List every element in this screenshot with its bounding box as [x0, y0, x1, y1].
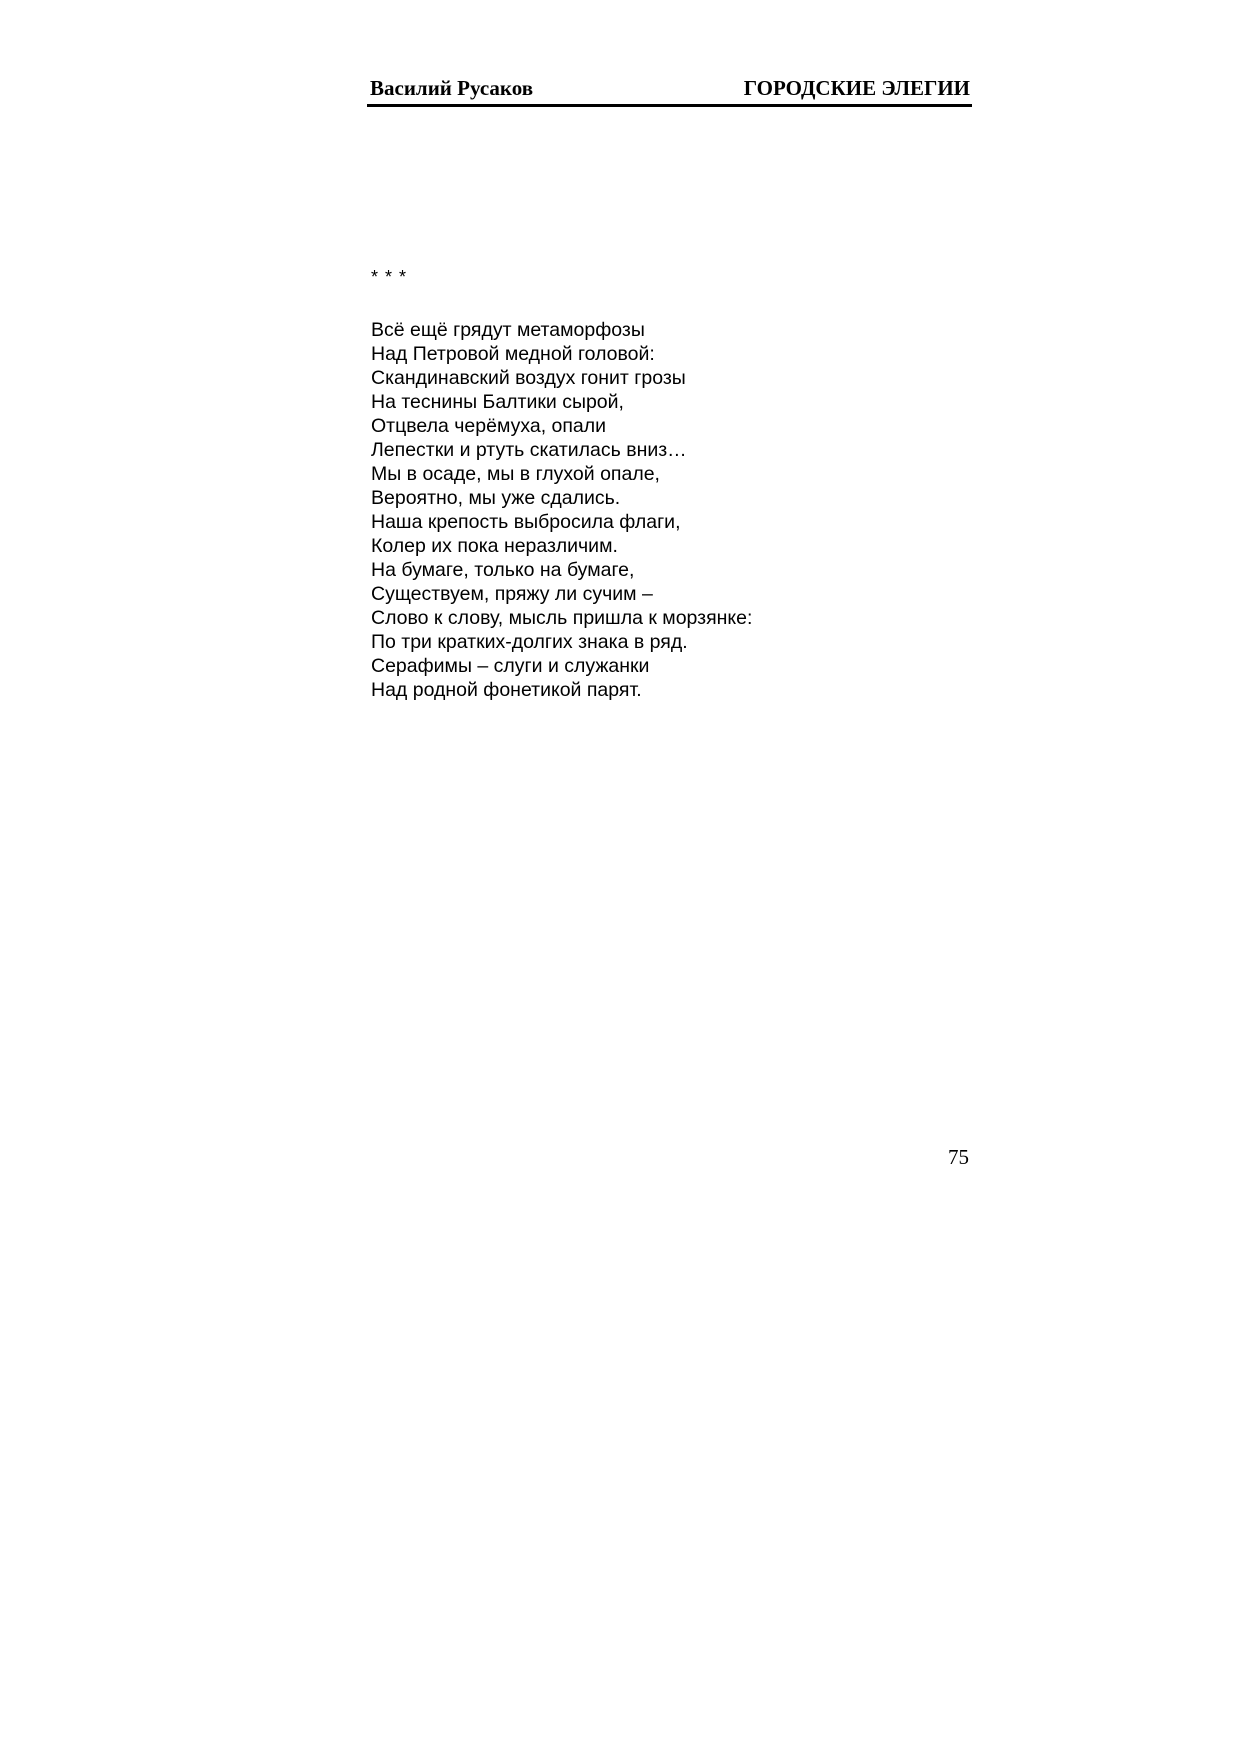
poem-asterism: * * * — [371, 267, 408, 287]
poem-line: Существуем, пряжу ли сучим – — [371, 583, 653, 605]
poem-line: Мы в осаде, мы в глухой опале, — [371, 463, 660, 485]
running-header — [367, 74, 972, 107]
poem-line: Над родной фонетикой парят. — [371, 679, 642, 701]
page-number: 75 — [948, 1145, 969, 1169]
poem-line: Серафимы – слуги и служанки — [371, 655, 650, 677]
poem-line: Всё ещё грядут метаморфозы — [371, 319, 645, 341]
poem-text — [371, 318, 931, 702]
poem-line: Отцвела черёмуха, опали — [371, 415, 607, 437]
poem-line: Скандинавский воздух гонит грозы — [371, 367, 686, 389]
poem-line: На бумаге, только на бумаге, — [371, 559, 635, 581]
poem-line: Над Петровой медной головой: — [371, 343, 655, 365]
poem-line: По три кратких-долгих знака в ряд. — [371, 631, 688, 653]
poem-line: Наша крепость выбросила флаги, — [371, 511, 681, 533]
poem-line: Лепестки и ртуть скатилась вниз… — [371, 439, 687, 461]
header-author: Василий Русаков — [370, 76, 534, 100]
poem-line: Слово к слову, мысль пришла к морзянке: — [371, 607, 753, 629]
poem-line: Вероятно, мы уже сдались. — [371, 487, 621, 509]
header-book-title: ГОРОДСКИЕ ЭЛЕГИИ — [743, 76, 970, 100]
poem-line: Колер их пока неразличим. — [371, 535, 618, 557]
poem-line: На теснины Балтики сырой, — [371, 391, 624, 413]
